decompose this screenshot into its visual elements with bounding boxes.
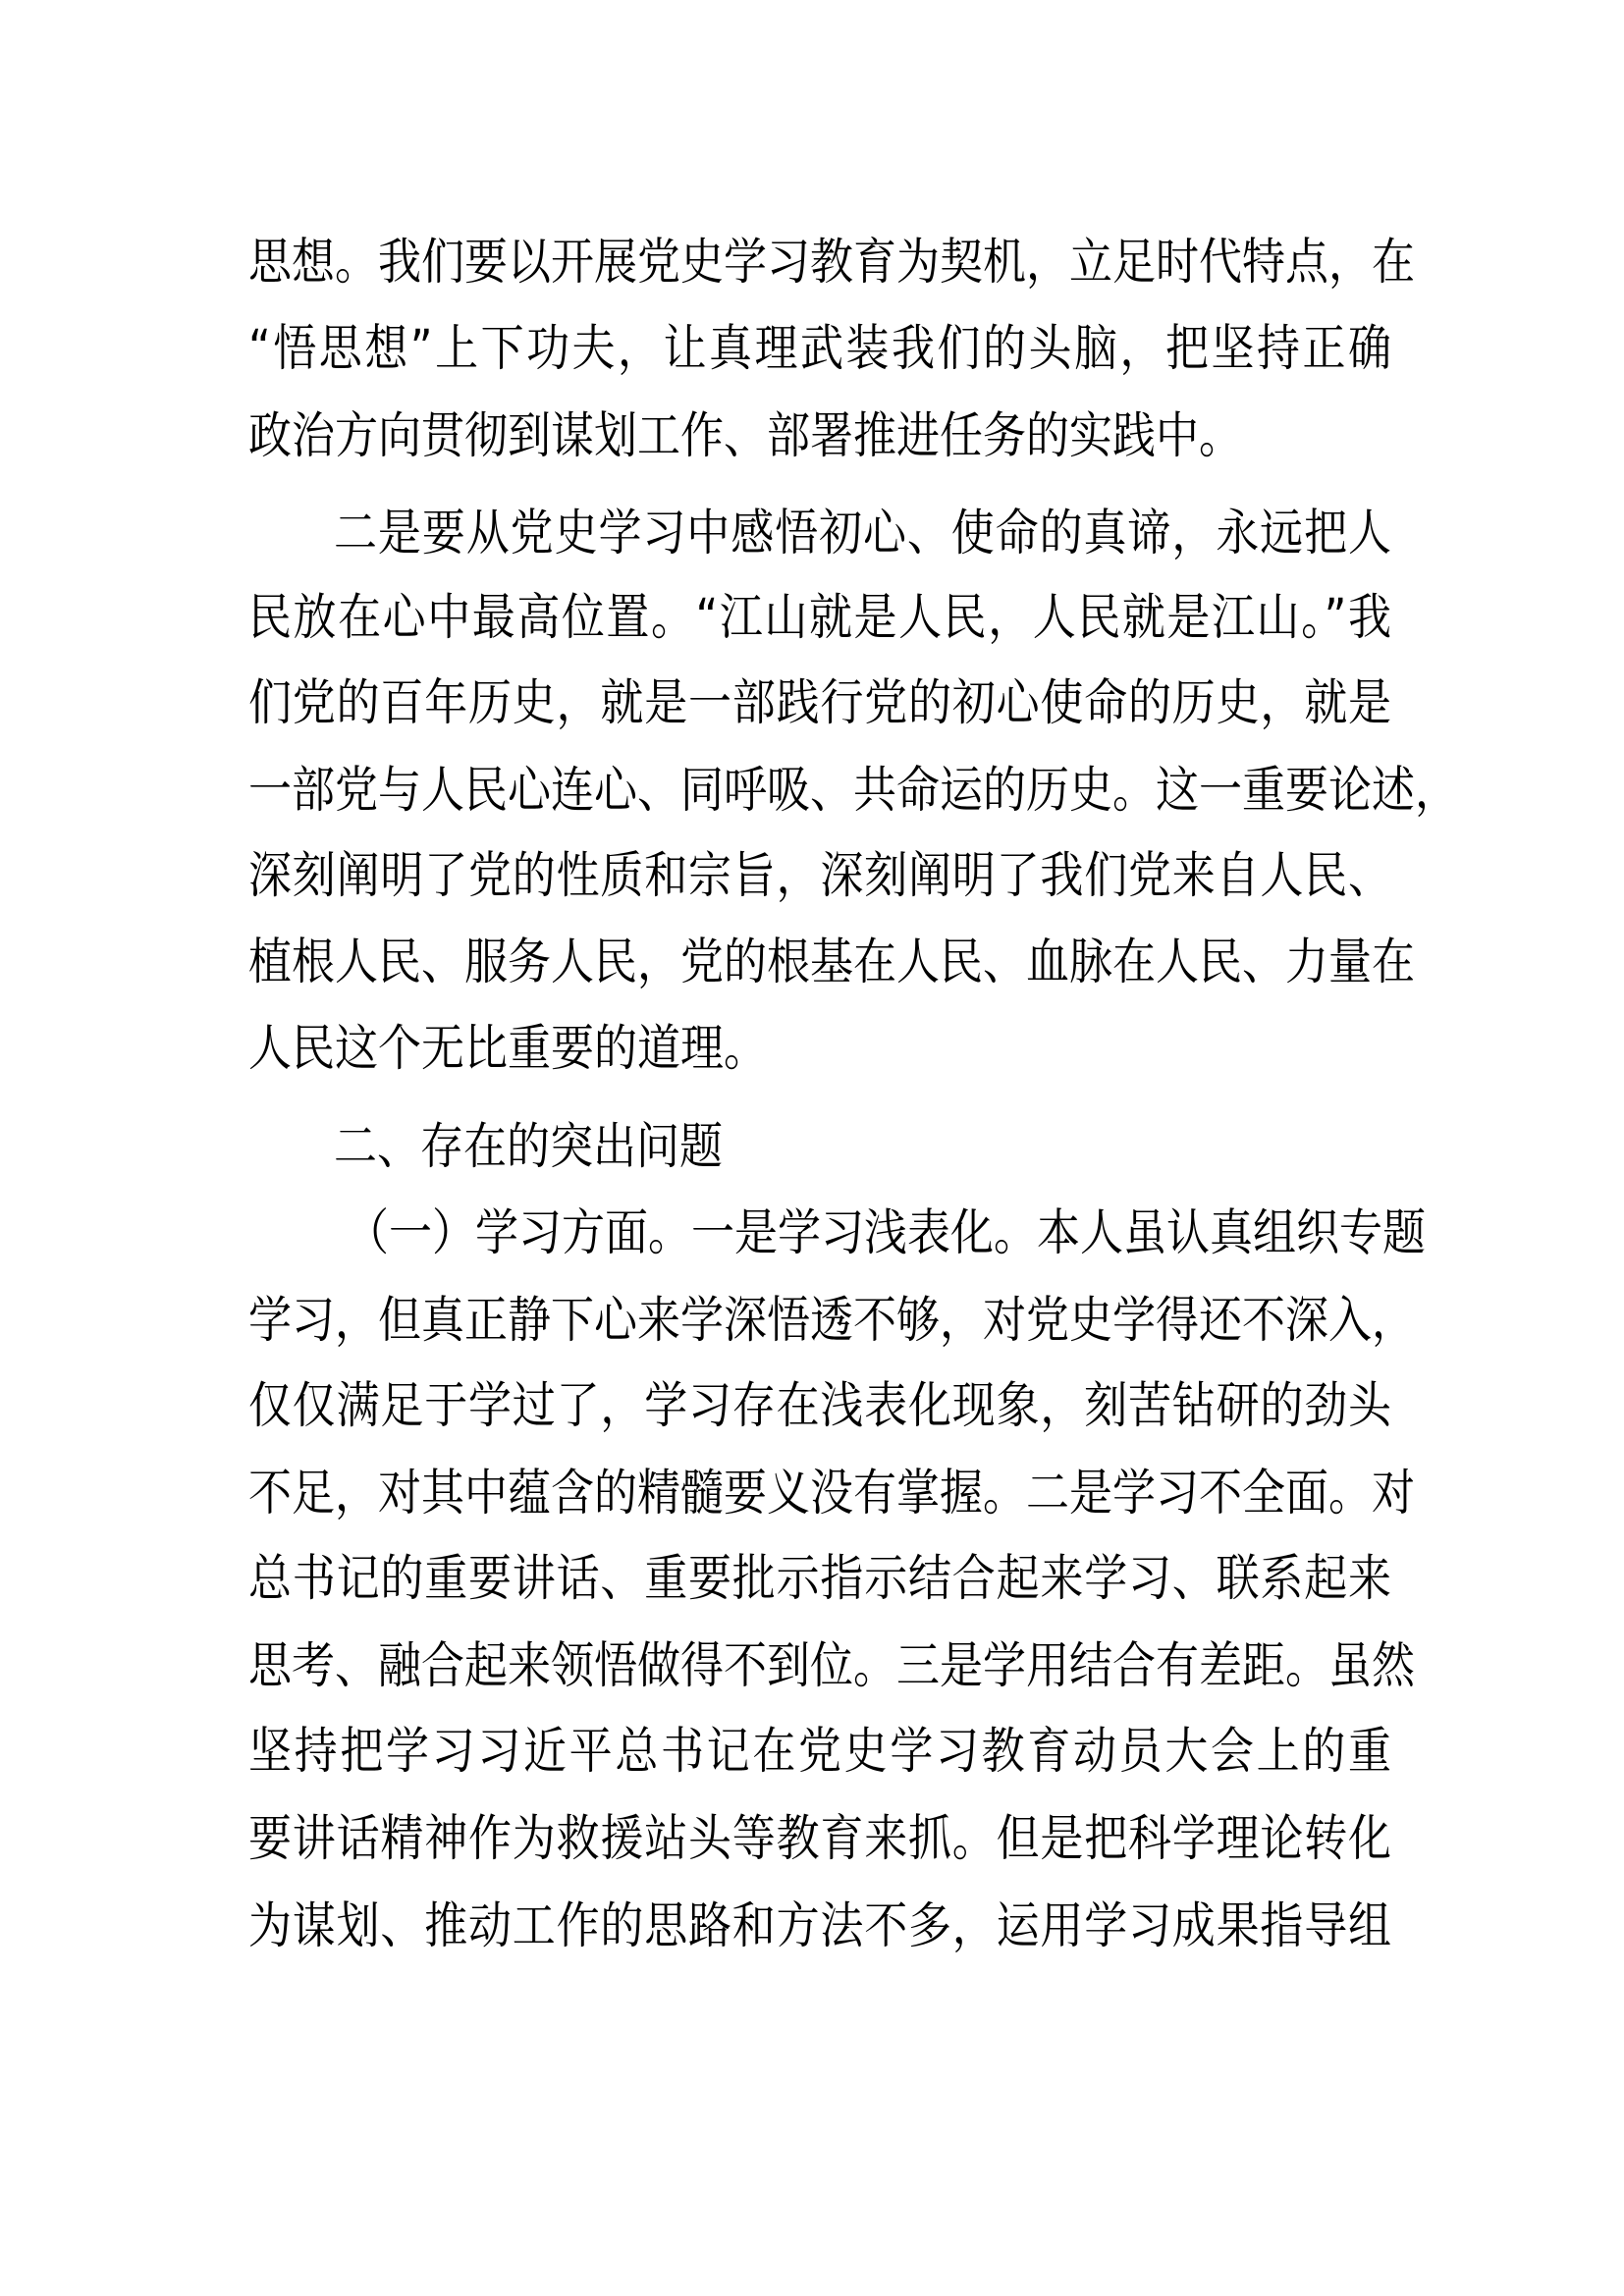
text-line: 思想。我们要以开展党史学习教育为契机，立足时代特点，在 (248, 234, 1415, 292)
text-line: 总书记的重要讲话、重要批示指示结合起来学习、联系起来 (248, 1550, 1391, 1608)
text-line: 政治方向贯彻到谋划工作、部署推进任务的实践中。 (248, 407, 1242, 465)
text-line: 坚持把学习习近平总书记在党史学习教育动员大会上的重 (248, 1723, 1391, 1781)
text-line: （一）学习方面。一是学习浅表化。本人虽认真组织专题 (346, 1204, 1426, 1262)
text-line: 思考、融合起来领悟做得不到位。三是学用结合有差距。虽然 (248, 1637, 1415, 1695)
text-line: 学习，但真正静下心来学深悟透不够，对党史学得还不深入， (248, 1292, 1415, 1350)
text-line: 深刻阐明了党的性质和宗旨，深刻阐明了我们党来自人民、 (248, 847, 1391, 905)
section-heading: 二、存在的突出问题 (334, 1118, 723, 1176)
text-line: 为谋划、推动工作的思路和方法不多，运用学习成果指导组 (248, 1897, 1391, 1955)
text-line: 植根人民、服务人民，党的根基在人民、血脉在人民、力量在 (248, 934, 1415, 991)
text-line: 人民这个无比重要的道理。 (248, 1020, 767, 1078)
text-line: 不足，对其中蕴含的精髓要义没有掌握。二是学习不全面。对 (248, 1465, 1415, 1522)
text-line: 仅仅满足于学过了，学习存在浅表化现象，刻苦钻研的劲头 (248, 1377, 1391, 1435)
text-line: 们党的百年历史，就是一部践行党的初心使命的历史，就是 (248, 674, 1391, 732)
text-line: 一部党与人民心连心、同呼吸、共命运的历史。这一重要论述， (248, 762, 1458, 820)
text-line: 要讲话精神作为救援站头等教育来抓。但是把科学理论转化 (248, 1810, 1391, 1868)
text-line: “悟思想”上下功夫，让真理武装我们的头脑，把坚持正确 (248, 320, 1391, 378)
text-line: 民放在心中最高位置。“江山就是人民，人民就是江山。”我 (248, 589, 1391, 647)
text-line: 二是要从党史学习中感悟初心、使命的真谛，永远把人 (334, 505, 1391, 562)
